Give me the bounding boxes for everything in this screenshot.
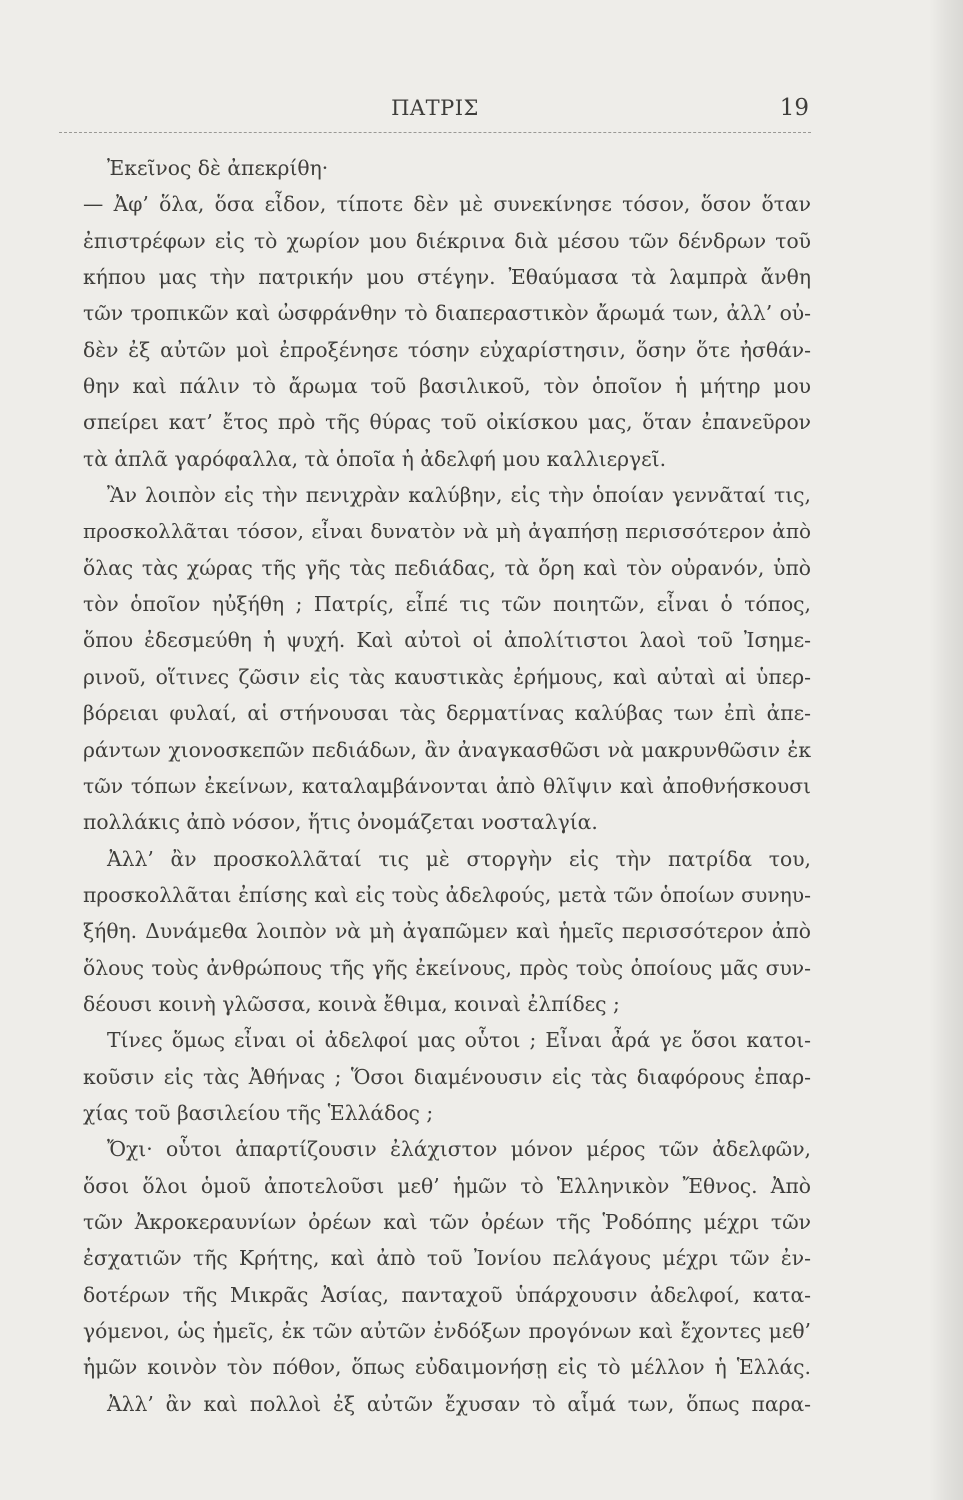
- text-line: Ἀλλ’ ἂν προσκολλᾶταί τις μὲ στοργὴν εἰς τὴν πατρίδα του,: [107, 846, 811, 871]
- text-line: τὸν ὁποῖον ηὐξήθη ; Πατρίς, εἶπέ τις τῶν ποιητῶν, εἶναι ὁ τόπος,: [83, 592, 811, 617]
- text-line: κοῦσιν εἰς τὰς Ἀθήνας ; Ὅσοι διαμένουσιν εἰς τὰς διαφόρους ἐπαρ-: [83, 1064, 811, 1089]
- text-line: χίας τοῦ βασιλείου τῆς Ἑλλάδος ;: [83, 1100, 434, 1125]
- text-line: ράντων χιονοσκεπῶν πεδιάδων, ἂν ἀναγκασθῶσι νὰ μακρυνθῶσιν ἐκ: [83, 737, 811, 762]
- text-line: ρινοῦ, οἵτινες ζῶσιν εἰς τὰς καυστικὰς ἐρήμους, καὶ αὐταὶ αἱ ὑπερ-: [83, 664, 811, 689]
- text-line: τὰ ἁπλᾶ γαρόφαλλα, τὰ ὁποῖα ἡ ἀδελφή μου καλλιεργεῖ.: [83, 446, 667, 471]
- text-line: δοτέρων τῆς Μικρᾶς Ἀσίας, πανταχοῦ ὑπάρχουσιν ἀδελφοί, κατα-: [83, 1282, 811, 1307]
- text-line: βόρειαι φυλαί, αἱ στήνουσαι τὰς δερματίνας καλύβας των ἐπὶ ἀπε-: [83, 701, 811, 726]
- text-line: θην καὶ πάλιν τὸ ἄρωμα τοῦ βασιλικοῦ, τὸν ὁποῖον ἡ μήτηρ μου: [83, 374, 811, 399]
- text-line: κήπου μας τὴν πατρικήν μου στέγην. Ἐθαύμασα τὰ λαμπρὰ ἄνθη: [83, 265, 811, 290]
- text-line: — Ἀφ’ ὅλα, ὅσα εἶδον, τίποτε δὲν μὲ συνεκίνησε τόσον, ὅσον ὅταν: [83, 192, 811, 217]
- text-line: Τίνες ὅμως εἶναι οἱ ἀδελφοί μας οὗτοι ; Εἶναι ἆρά γε ὅσοι κατοι-: [107, 1028, 811, 1053]
- text-line: τῶν τροπικῶν καὶ ὠσφράνθην τὸ διαπεραστικὸν ἄρωμά των, ἀλλ’ οὐ-: [83, 301, 811, 326]
- text-line: γόμενοι, ὡς ἡμεῖς, ἐκ τῶν αὐτῶν ἐνδόξων προγόνων καὶ ἔχοντες μεθ’: [83, 1319, 811, 1343]
- text-line: πολλάκις ἀπὸ νόσον, ἥτις ὀνομάζεται νοσταλγία.: [83, 810, 598, 835]
- text-line: σπείρει κατ’ ἔτος πρὸ τῆς θύρας τοῦ οἰκίσκου μας, ὅταν ἐπανεῦρον: [83, 410, 811, 435]
- page-fold-shadow: [929, 0, 963, 1500]
- text-line: ὅλας τὰς χώρας τῆς γῆς τὰς πεδιάδας, τὰ ὄρη καὶ τὸν οὐρανόν, ὑπὸ: [83, 555, 811, 580]
- page-header: [59, 92, 811, 133]
- text-line: ὅπου ἐδεσμεύθη ἡ ψυχή. Καὶ αὐτοὶ οἱ ἀπολίτιστοι λαοὶ τοῦ Ἰσημε-: [83, 628, 811, 653]
- text-line: προσκολλᾶται ἐπίσης καὶ εἰς τοὺς ἀδελφούς, μετὰ τῶν ὁποίων συνηυ-: [83, 882, 811, 907]
- text-line: Ἀλλ’ ἂν καὶ πολλοὶ ἐξ αὐτῶν ἔχυσαν τὸ αἷμά των, ὅπως παρα-: [107, 1391, 811, 1416]
- text-line: ξήθη. Δυνάμεθα λοιπὸν νὰ μὴ ἀγαπῶμεν καὶ ἡμεῖς περισσότερον ἀπὸ: [83, 919, 811, 944]
- text-line: ὅσοι ὅλοι ὁμοῦ ἀποτελοῦσι μεθ’ ἡμῶν τὸ Ἑλληνικὸν Ἔθνος. Ἀπὸ: [83, 1173, 811, 1198]
- text-line: δὲν ἐξ αὐτῶν μοὶ ἐπροξένησε τόσην εὐχαρίστησιν, ὅσην ὅτε ἠσθάν-: [83, 337, 811, 362]
- page-number: 19: [779, 95, 809, 121]
- text-line: τῶν Ἀκροκεραυνίων ὀρέων καὶ τῶν ὀρέων τῆς Ῥοδόπης μέχρι τῶν: [83, 1209, 811, 1234]
- text-line: ἐπιστρέφων εἰς τὸ χωρίον μου διέκρινα διὰ μέσου τῶν δένδρων τοῦ: [83, 228, 811, 253]
- text-line: Ἂν λοιπὸν εἰς τὴν πενιχρὰν καλύβην, εἰς τὴν ὁποίαν γεννᾶταί τις,: [107, 483, 811, 508]
- text-line: ἡμῶν κοινὸν τὸν πόθον, ὅπως εὐδαιμονήσῃ εἰς τὸ μέλλον ἡ Ἑλλάς.: [83, 1355, 811, 1380]
- text-line: τῶν τόπων ἐκείνων, καταλαμβάνονται ἀπὸ θλῖψιν καὶ ἀποθνήσκουσι: [83, 773, 811, 798]
- text-line: Ὄχι· οὗτοι ἀπαρτίζουσιν ἐλάχιστον μόνον μέρος τῶν ἀδελφῶν,: [107, 1137, 811, 1162]
- running-title: ΠΑΤΡΙΣ: [391, 96, 479, 120]
- body-text: [83, 150, 811, 1422]
- text-line: ἐσχατιῶν τῆς Κρήτης, καὶ ἀπὸ τοῦ Ἰονίου πελάγους μέχρι τῶν ἐν-: [83, 1246, 811, 1271]
- text-line: Ἐκεῖνος δὲ ἀπεκρίθη·: [107, 156, 329, 180]
- text-line: δέουσι κοινὴ γλῶσσα, κοινὰ ἔθιμα, κοιναὶ ἐλπίδες ;: [83, 991, 620, 1016]
- text-line: ὅλους τοὺς ἀνθρώπους τῆς γῆς ἐκείνους, πρὸς τοὺς ὁποίους μᾶς συν-: [83, 955, 811, 980]
- text-line: προσκολλᾶται τόσον, εἶναι δυνατὸν νὰ μὴ ἀγαπήσῃ περισσότερον ἀπὸ: [83, 519, 811, 544]
